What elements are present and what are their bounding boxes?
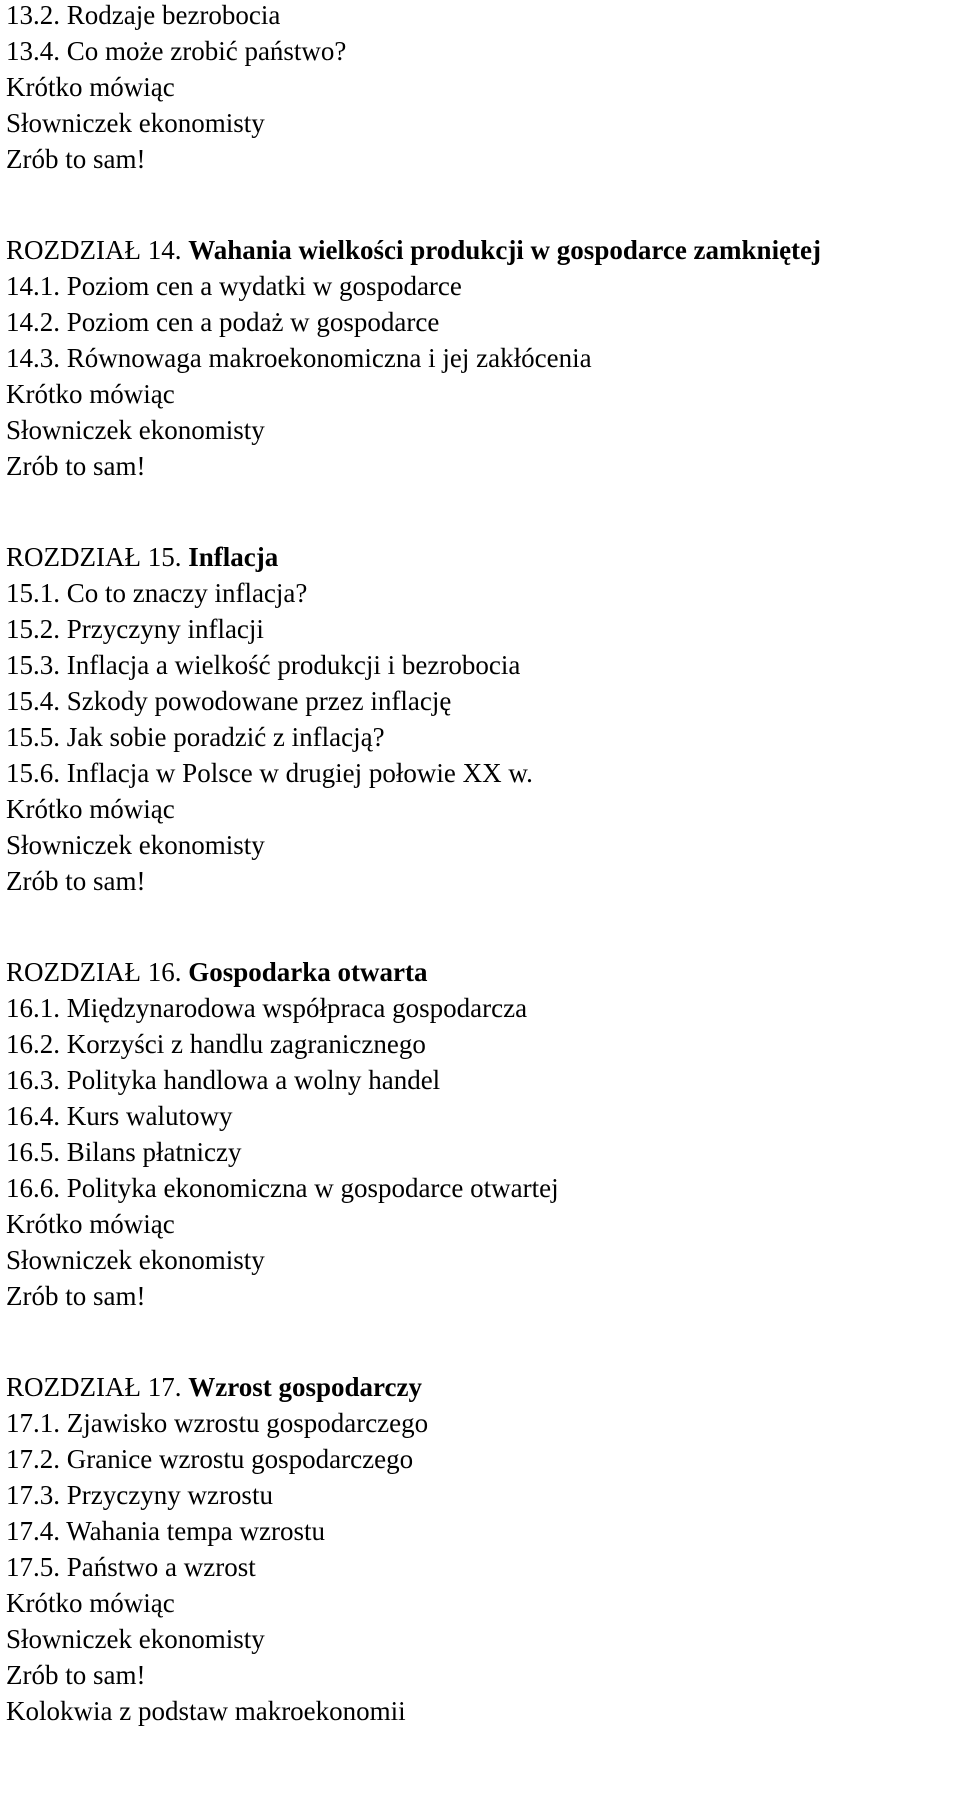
toc-section-14	[6, 235, 956, 487]
toc-item: 15.1. Co to znaczy inflacja?	[6, 578, 308, 608]
toc-item: 17.3. Przyczyny wzrostu	[6, 1480, 273, 1510]
toc-section-13	[6, 0, 956, 180]
toc-item: 14.1. Poziom cen a wydatki w gospodarce	[6, 271, 462, 301]
toc-item: 13.2. Rodzaje bezrobocia	[6, 0, 281, 30]
toc-item: 13.4. Co może zrobić państwo?	[6, 36, 347, 66]
toc-item: Zrób to sam!	[6, 866, 146, 896]
chapter-heading	[6, 1372, 956, 1408]
toc-item: Krótko mówiąc	[6, 794, 175, 824]
table-of-contents	[6, 0, 956, 1732]
toc-item: 15.2. Przyczyny inflacji	[6, 614, 264, 644]
toc-item: 16.5. Bilans płatniczy	[6, 1137, 242, 1167]
toc-item: Krótko mówiąc	[6, 72, 175, 102]
toc-item: Zrób to sam!	[6, 1281, 146, 1311]
chapter-title: Wahania wielkości produkcji w gospodarce zamkniętej	[188, 235, 822, 265]
toc-item: 17.1. Zjawisko wzrostu gospodarczego	[6, 1408, 429, 1438]
chapter-title: Inflacja	[188, 542, 279, 572]
section-spacer	[6, 902, 956, 957]
toc-item: 17.5. Państwo a wzrost	[6, 1552, 256, 1582]
toc-item: 16.2. Korzyści z handlu zagranicznego	[6, 1029, 426, 1059]
toc-item: Krótko mówiąc	[6, 1209, 175, 1239]
toc-item: 15.5. Jak sobie poradzić z inflacją?	[6, 722, 385, 752]
section-spacer	[6, 180, 956, 235]
toc-section-17	[6, 1372, 956, 1732]
toc-item: Zrób to sam!	[6, 1660, 146, 1690]
chapter-heading	[6, 957, 956, 993]
toc-item: Krótko mówiąc	[6, 379, 175, 409]
chapter-title: Gospodarka otwarta	[188, 957, 428, 987]
toc-item: 16.1. Międzynarodowa współpraca gospodarcza	[6, 993, 528, 1023]
toc-item: 15.4. Szkody powodowane przez inflację	[6, 686, 452, 716]
toc-item: Słowniczek ekonomisty	[6, 830, 265, 860]
section-spacer	[6, 487, 956, 542]
toc-item: 17.4. Wahania tempa wzrostu	[6, 1516, 325, 1546]
toc-section-16	[6, 957, 956, 1317]
toc-item: Kolokwia z podstaw makroekonomii	[6, 1696, 406, 1726]
toc-item: 16.3. Polityka handlowa a wolny handel	[6, 1065, 441, 1095]
toc-item: 15.6. Inflacja w Polsce w drugiej połowie XX w.	[6, 758, 533, 788]
section-spacer	[6, 1317, 956, 1372]
toc-section-15	[6, 542, 956, 902]
chapter-label: ROZDZIAŁ 17.	[6, 1372, 182, 1402]
toc-item: Zrób to sam!	[6, 144, 146, 174]
chapter-label: ROZDZIAŁ 14.	[6, 235, 182, 265]
toc-item: 17.2. Granice wzrostu gospodarczego	[6, 1444, 414, 1474]
toc-item: 16.6. Polityka ekonomiczna w gospodarce otwartej	[6, 1173, 559, 1203]
toc-item: Krótko mówiąc	[6, 1588, 175, 1618]
chapter-label: ROZDZIAŁ 15.	[6, 542, 182, 572]
toc-item: 16.4. Kurs walutowy	[6, 1101, 233, 1131]
toc-item: Słowniczek ekonomisty	[6, 1624, 265, 1654]
chapter-heading	[6, 235, 956, 271]
chapter-heading	[6, 542, 956, 578]
toc-item: Słowniczek ekonomisty	[6, 415, 265, 445]
toc-item: Zrób to sam!	[6, 451, 146, 481]
toc-item: Słowniczek ekonomisty	[6, 108, 265, 138]
toc-item: 14.2. Poziom cen a podaż w gospodarce	[6, 307, 440, 337]
toc-item: 15.3. Inflacja a wielkość produkcji i bezrobocia	[6, 650, 521, 680]
chapter-label: ROZDZIAŁ 16.	[6, 957, 182, 987]
toc-item: 14.3. Równowaga makroekonomiczna i jej zakłócenia	[6, 343, 592, 373]
chapter-title: Wzrost gospodarczy	[188, 1372, 422, 1402]
toc-item: Słowniczek ekonomisty	[6, 1245, 265, 1275]
